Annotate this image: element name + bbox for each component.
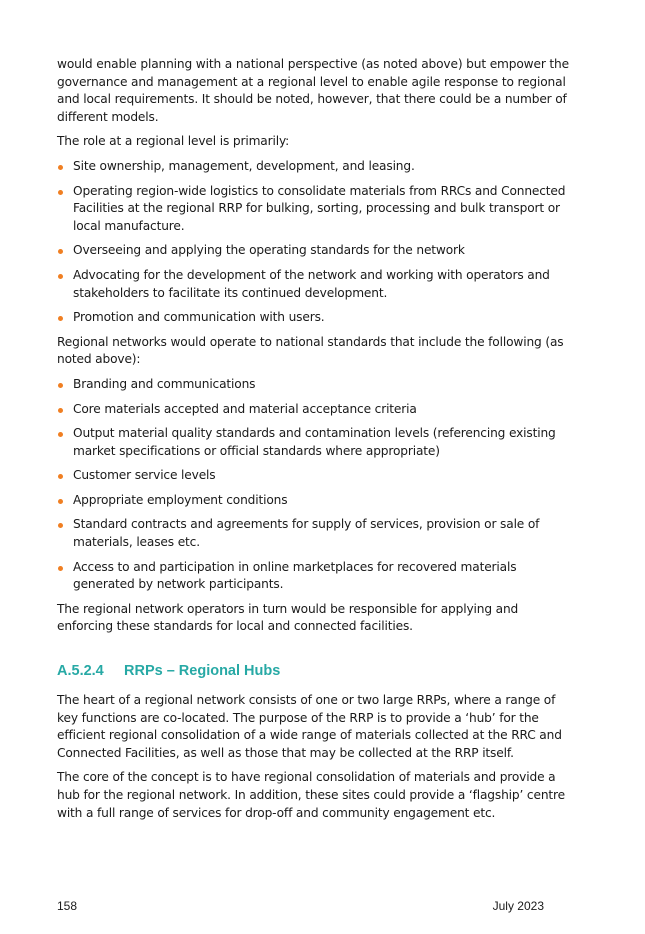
list-item-text: Output material quality standards and contamination levels (referencing existing market specifications or official standards where appropriate) (73, 426, 556, 458)
list-item-text: Operating region-wide logistics to consolidate materials from RRCs and Connected Facilities at the regional RRP for bulking, sorting, processing and bulk transport or local manufacture. (73, 183, 566, 233)
list-item-text: Advocating for the development of the network and working with operators and stakeholders to facilitate its continued development. (73, 267, 550, 300)
bullet-icon (58, 249, 63, 254)
bullet-icon (58, 432, 63, 437)
list-item (57, 401, 571, 419)
bullet-icon (58, 190, 63, 195)
list-item-text: Customer service levels (73, 468, 216, 483)
list-item (57, 467, 571, 485)
document-page (57, 56, 571, 829)
standards-intro: Regional networks would operate to national standards that include the following (as noted above): (57, 334, 564, 367)
list-item (57, 559, 571, 594)
list-item-text: Access to and participation in online marketplaces for recovered materials generated by network participants. (73, 559, 517, 592)
bullet-icon (58, 383, 63, 388)
role-list (57, 158, 571, 327)
list-item (57, 376, 571, 394)
section-title: RRPs – Regional Hubs (124, 663, 281, 680)
list-item (57, 309, 571, 327)
bullet-icon (58, 316, 63, 321)
list-item-text: Site ownership, management, development, and leasing. (73, 158, 415, 173)
list-item (57, 158, 571, 176)
page-number: 158 (57, 899, 78, 913)
list-item (57, 516, 571, 551)
list-item-text: Standard contracts and agreements for supply of services, provision or sale of materials, leases etc. (73, 517, 540, 550)
hub-paragraph-1: The heart of a regional network consists of one or two large RRPs, where a range of key functions are co-located. The purpose of the RRP is to provide a ‘hub’ for the efficient regional consolidation of a wide range of materials collected at the RRC and Connected Facilities, as well as those that may be collected at the RRP itself. (57, 693, 562, 760)
bullet-icon (58, 566, 63, 571)
bullet-icon (58, 165, 63, 170)
footer-date: July 2023 (492, 899, 544, 913)
bullet-icon (58, 408, 63, 413)
section-heading (57, 662, 571, 680)
section-number: A.5.2.4 (57, 663, 104, 680)
list-item (57, 267, 571, 302)
bullet-icon (58, 274, 63, 279)
list-item-text: Core materials accepted and material acceptance criteria (73, 401, 417, 416)
bullet-icon (58, 499, 63, 504)
list-item-text: Promotion and communication with users. (73, 310, 325, 325)
list-item (57, 492, 571, 510)
list-item (57, 242, 571, 260)
list-item-text: Appropriate employment conditions (73, 492, 288, 507)
bullet-icon (58, 523, 63, 528)
standards-list (57, 376, 571, 594)
role-intro: The role at a regional level is primarily: (57, 134, 290, 149)
list-item (57, 183, 571, 236)
hub-paragraph-2: The core of the concept is to have regional consolidation of materials and provide a hub for the regional network. In addition, these sites could provide a ‘flagship’ centre with a full range of services for drop-off and community engagement etc. (57, 770, 565, 820)
intro-paragraph: would enable planning with a national perspective (as noted above) but empower the governance and management at a regional level to enable agile response to regional and local requirements. It should be noted, however, that there could be a number of different models. (57, 57, 569, 124)
operators-paragraph: The regional network operators in turn would be responsible for applying and enforcing these standards for local and connected facilities. (57, 601, 519, 634)
bullet-icon (58, 474, 63, 479)
list-item-text: Branding and communications (73, 376, 256, 391)
list-item-text: Overseeing and applying the operating standards for the network (73, 243, 465, 258)
list-item (57, 425, 571, 460)
